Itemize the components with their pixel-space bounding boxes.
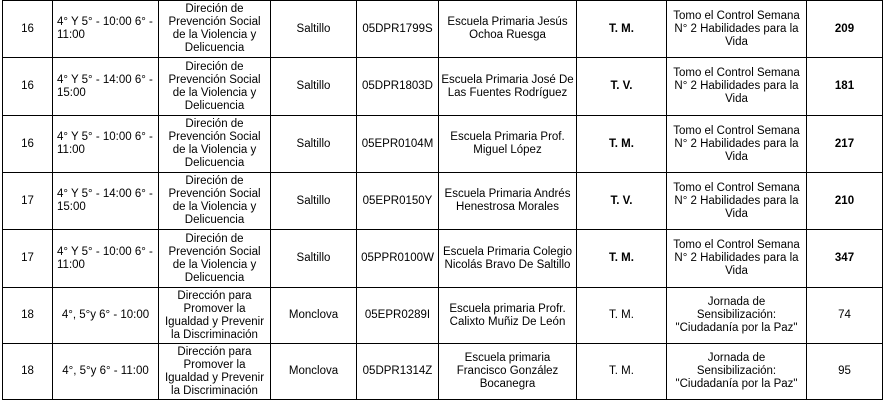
school-code-cell: 05DPR1803D	[357, 58, 439, 116]
row-number: 18	[3, 344, 53, 400]
school-name-cell: Escuela primaria Profr. Calixto Muñiz De León	[439, 288, 577, 344]
row-number: 18	[3, 288, 53, 344]
shift-cell: T. M.	[577, 288, 667, 344]
shift-cell: T. M.	[577, 116, 667, 173]
activity-cell: Tomo el Control Semana N° 2 Habilidades para la Vida	[667, 116, 807, 173]
city-cell: Saltillo	[271, 1, 357, 58]
shift-cell: T. M.	[577, 344, 667, 400]
school-name-cell: Escuela Primaria José De Las Fuentes Rodríguez	[439, 58, 577, 116]
attendance-count-cell: 347	[807, 230, 883, 288]
city-cell: Monclova	[271, 288, 357, 344]
table-row	[3, 344, 883, 400]
city-cell: Monclova	[271, 344, 357, 400]
attendance-count-cell: 74	[807, 288, 883, 344]
attendance-count-cell: 95	[807, 344, 883, 400]
city-cell: Saltillo	[271, 173, 357, 230]
city-cell: Saltillo	[271, 230, 357, 288]
schedule-cell: 4°, 5°y 6° - 10:00	[53, 288, 159, 344]
attendance-count-cell: 210	[807, 173, 883, 230]
table-row	[3, 288, 883, 344]
school-code-cell: 05DPR1799S	[357, 1, 439, 58]
program-cell: Dirección para Promover la Igualdad y Prevenir la Discriminación	[159, 288, 271, 344]
row-number: 17	[3, 173, 53, 230]
table-row	[3, 173, 883, 230]
school-code-cell: 05EPR0289I	[357, 288, 439, 344]
schedule-table	[2, 0, 883, 400]
school-code-cell: 05DPR1314Z	[357, 344, 439, 400]
program-cell: Dirección para Promover la Igualdad y Prevenir la Discriminación	[159, 344, 271, 400]
shift-cell: T. V.	[577, 173, 667, 230]
program-cell: Direción de Prevención Social de la Violencia y Delicuencia	[159, 116, 271, 173]
table-row	[3, 116, 883, 173]
activity-cell: Tomo el Control Semana N° 2 Habilidades para la Vida	[667, 1, 807, 58]
school-name-cell: Escuela Primaria Prof. Miguel López	[439, 116, 577, 173]
table-row	[3, 58, 883, 116]
schedule-cell: 4° Y 5° - 14:00 6° - 15:00	[53, 58, 159, 116]
attendance-count-cell: 209	[807, 1, 883, 58]
row-number: 16	[3, 116, 53, 173]
schedule-cell: 4° Y 5° - 10:00 6° - 11:00	[53, 116, 159, 173]
table-row	[3, 230, 883, 288]
activity-cell: Tomo el Control Semana N° 2 Habilidades para la Vida	[667, 58, 807, 116]
attendance-count-cell: 181	[807, 58, 883, 116]
activity-cell: Jornada de Sensibilización: "Ciudadanía por la Paz"	[667, 288, 807, 344]
city-cell: Saltillo	[271, 58, 357, 116]
school-code-cell: 05EPR0104M	[357, 116, 439, 173]
school-name-cell: Escuela primaria Francisco González Bocanegra	[439, 344, 577, 400]
schedule-cell: 4° Y 5° - 10:00 6° - 11:00	[53, 1, 159, 58]
program-cell: Direción de Prevención Social de la Violencia y Delicuencia	[159, 58, 271, 116]
table-row	[3, 1, 883, 58]
attendance-count-cell: 217	[807, 116, 883, 173]
activity-cell: Jornada de Sensibilización: "Ciudadanía por la Paz"	[667, 344, 807, 400]
school-name-cell: Escuela Primaria Jesús Ochoa Ruesga	[439, 1, 577, 58]
row-number: 17	[3, 230, 53, 288]
schedule-cell: 4°, 5°y 6° - 11:00	[53, 344, 159, 400]
program-cell: Direción de Prevención Social de la Violencia y Delicuencia	[159, 1, 271, 58]
city-cell: Saltillo	[271, 116, 357, 173]
shift-cell: T. V.	[577, 58, 667, 116]
program-cell: Direción de Prevención Social de la Violencia y Delicuencia	[159, 230, 271, 288]
row-number: 16	[3, 58, 53, 116]
school-code-cell: 05PPR0100W	[357, 230, 439, 288]
activity-cell: Tomo el Control Semana N° 2 Habilidades para la Vida	[667, 173, 807, 230]
activity-cell: Tomo el Control Semana N° 2 Habilidades para la Vida	[667, 230, 807, 288]
school-name-cell: Escuela Primaria Andrés Henestrosa Morales	[439, 173, 577, 230]
schedule-cell: 4° Y 5° - 14:00 6° - 15:00	[53, 173, 159, 230]
shift-cell: T. M.	[577, 1, 667, 58]
schedule-cell: 4° Y 5° - 10:00 6° - 11:00	[53, 230, 159, 288]
shift-cell: T. M.	[577, 230, 667, 288]
school-code-cell: 05EPR0150Y	[357, 173, 439, 230]
program-cell: Direción de Prevención Social de la Violencia y Delicuencia	[159, 173, 271, 230]
row-number: 16	[3, 1, 53, 58]
school-name-cell: Escuela Primaria Colegio Nicolás Bravo De Saltillo	[439, 230, 577, 288]
